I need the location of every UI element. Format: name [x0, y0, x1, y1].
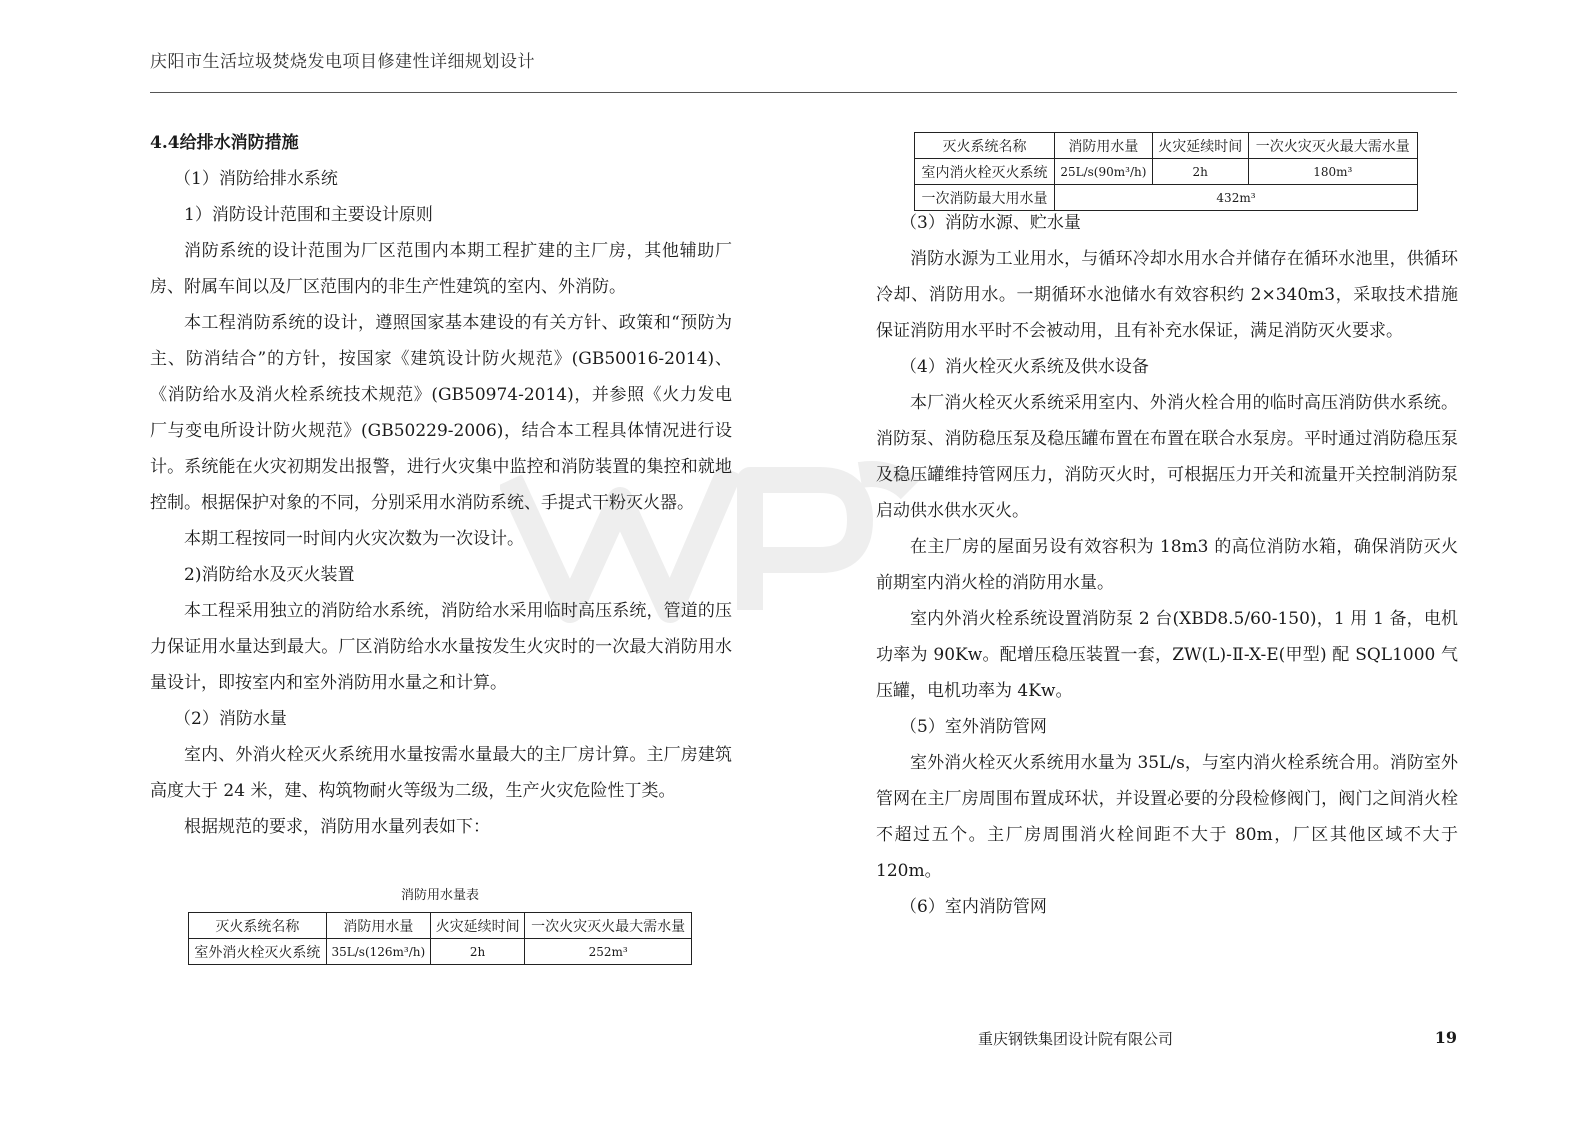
table-cell: 180m³: [1248, 159, 1417, 185]
outdoor-water-table: [188, 912, 692, 965]
indoor-water-table: [914, 132, 1418, 211]
paragraph: 本期工程按同一时间内火灾次数为一次设计。: [184, 529, 524, 549]
paragraph: 消防系统的设计范围为厂区范围内本期工程扩建的主厂房，其他辅助厂房、附属车间以及厂区范围内的非生产性建筑的室内、外消防。: [150, 241, 732, 297]
table-cell: 2h: [1152, 159, 1248, 185]
table-cell: 432m³: [1054, 185, 1417, 211]
header-divider: [150, 92, 1457, 93]
table-header-row: [189, 913, 692, 939]
table-cell: 2h: [430, 939, 524, 965]
paragraph: 室外消火栓灭火系统用水量为 35L/s，与室内消火栓系统合用。消防室外管网在主厂房周围布置成环状，并设置必要的分段检修阀门，阀门之间消火栓不超过五个。主厂房周围消火栓间距不大于 80m，厂区其他区域不大于 120m。: [876, 753, 1458, 881]
table-header-cell: 火灾延续时间: [430, 913, 524, 939]
subheading-fire-water-system: （1）消防给排水系统: [174, 169, 338, 189]
paragraph: 本工程采用独立的消防给水系统，消防给水采用临时高压系统，管道的压力保证用水量达到最大。厂区消防给水水量按发生火灾时的一次最大消防用水量设计，即按室内和室外消防用水量之和计算。: [150, 601, 732, 693]
subheading-water-supply: 2)消防给水及灭火装置: [184, 565, 355, 585]
table-caption: 消防用水量表: [400, 888, 479, 903]
page-number: 19: [1434, 1028, 1457, 1047]
subheading-hydrant-system: （4）消火栓灭火系统及供水设备: [900, 357, 1149, 377]
table-row: [915, 159, 1418, 185]
table-header-cell: 灭火系统名称: [915, 133, 1055, 159]
table-header-cell: 一次火灾灭火最大需水量: [1248, 133, 1417, 159]
paragraph: 室内、外消火栓灭火系统用水量按需水量最大的主厂房计算。主厂房建筑高度大于 24 米，建、构筑物耐火等级为二级，生产火灾危险性丁类。: [150, 745, 732, 801]
table-row: [189, 939, 692, 965]
paragraph: 室内外消火栓系统设置消防泵 2 台(XBD8.5/60-150)，1 用 1 备，电机功率为 90Kw。配增压稳压装置一套，ZW(L)-Ⅱ-X-E(甲型) 配 SQL1000 气压罐，电机功率为 4Kw。: [876, 609, 1458, 701]
paragraph: 消防水源为工业用水，与循环冷却水用水合并储存在循环水池里，供循环冷却、消防用水。一期循环水池储水有效容积约 2×340m3，采取技术措施保证消防用水平时不会被动用，且有补充水保证，满足消防灭火要求。: [876, 249, 1458, 341]
table-cell: 35L/s(126m³/h): [326, 939, 430, 965]
subheading-outdoor-network: （5）室外消防管网: [900, 717, 1047, 737]
section-heading: 4.4给排水消防措施: [150, 133, 299, 153]
table-header-cell: 灭火系统名称: [189, 913, 327, 939]
paragraph: 本厂消火栓灭火系统采用室内、外消火栓合用的临时高压消防供水系统。消防泵、消防稳压泵及稳压罐布置在布置在联合水泵房。平时通过消防稳压泵及稳压罐维持管网压力，消防灭火时，可根据压力开关和流量开关控制消防泵启动供水供水灭火。: [876, 393, 1458, 521]
paragraph: 根据规范的要求，消防用水量列表如下：: [184, 817, 490, 837]
table-header-row: [915, 133, 1418, 159]
subheading-water-source: （3）消防水源、贮水量: [900, 213, 1081, 233]
page-header-title: 庆阳市生活垃圾焚烧发电项目修建性详细规划设计: [150, 52, 535, 72]
paragraph: 本工程消防系统的设计，遵照国家基本建设的有关方针、政策和“预防为主、防消结合”的方针，按国家《建筑设计防火规范》(GB50016-2014)、《消防给水及消火栓系统技术规范》(GB50974-2014)，并参照《火力发电厂与变电所设计防火规范》(GB50229-2006)，结合本工程具体情况进行设计。系统能在火灾初期发出报警，进行火灾集中监控和消防装置的集控和就地控制。根据保护对象的不同，分别采用水消防系统、手提式干粉灭火器。: [150, 313, 732, 513]
table-cell: 室内消火栓灭火系统: [915, 159, 1055, 185]
left-column: [150, 125, 732, 845]
table-cell: 25L/s(90m³/h): [1054, 159, 1152, 185]
paragraph: 在主厂房的屋面另设有效容积为 18m3 的高位消防水箱，确保消防灭火前期室内消火栓的消防用水量。: [876, 537, 1458, 593]
table-cell: 室外消火栓灭火系统: [189, 939, 327, 965]
right-column: [876, 205, 1458, 925]
subheading-water-volume: （2）消防水量: [174, 709, 287, 729]
table-cell: 252m³: [525, 939, 692, 965]
table-cell: 一次消防最大用水量: [915, 185, 1055, 211]
subheading-indoor-network: （6）室内消防管网: [900, 897, 1047, 917]
table-header-cell: 消防用水量: [1054, 133, 1152, 159]
table-header-cell: 一次火灾灭火最大需水量: [525, 913, 692, 939]
footer-company: 重庆钢铁集团设计院有限公司: [978, 1030, 1174, 1048]
table-header-cell: 火灾延续时间: [1152, 133, 1248, 159]
subheading-design-scope: 1）消防设计范围和主要设计原则: [184, 205, 433, 225]
table-header-cell: 消防用水量: [326, 913, 430, 939]
